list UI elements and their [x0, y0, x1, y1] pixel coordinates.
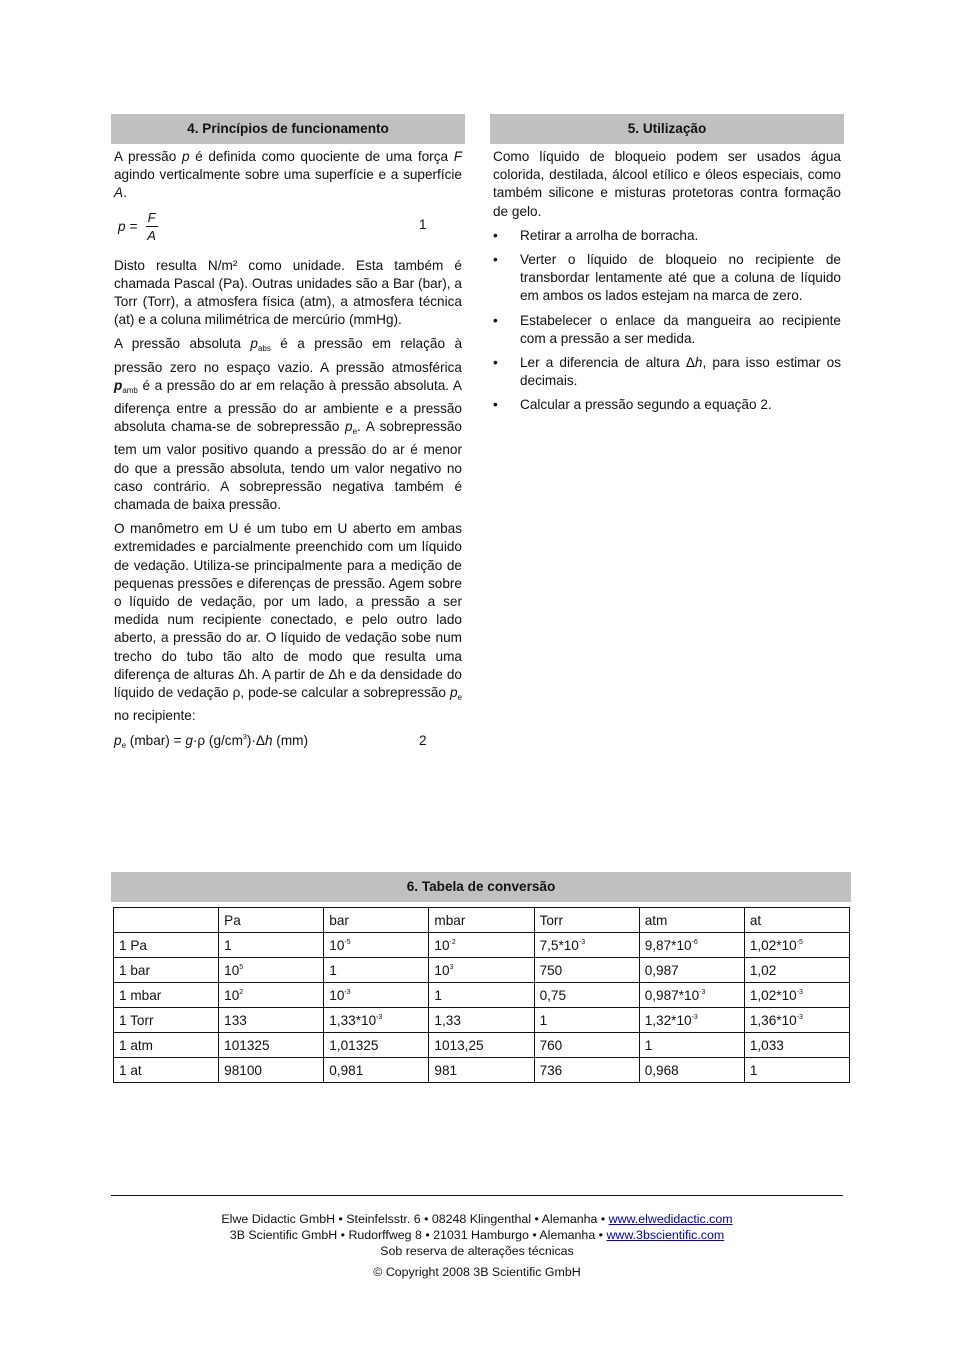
table-header-cell: mbar — [429, 908, 534, 933]
footer-line-3b: 3B Scientific GmbH • Rudorffweg 8 • 21031 Hamburgo • Alemanha • www.3bscientific.com — [229, 1228, 725, 1242]
bullet-icon: • — [493, 227, 498, 243]
table-cell: 133 — [219, 1008, 324, 1033]
table-cell: 0,981 — [324, 1058, 429, 1083]
table-header-row — [114, 908, 850, 933]
table-cell: 736 — [534, 1058, 639, 1083]
section-5-title: 5. Utilização — [490, 114, 844, 144]
list-item: • Estabelecer o enlace da mangueira ao recipiente com a pressão a ser medida. — [493, 312, 841, 346]
table-cell: $1,02*10^{-5}$ — [744, 933, 849, 958]
table-cell: $10^2$ — [219, 983, 324, 1008]
paragraph-pressure-definition: A pressão p é definida como quociente de uma força F agindo verticalmente sobre uma superfície e a superfície A. — [114, 149, 462, 201]
footer-disclaimer: Sob reserva de alterações técnicas — [380, 1244, 574, 1258]
table-cell: 1 — [324, 958, 429, 983]
equation-number: 2 — [419, 733, 427, 749]
table-cell: 1 — [639, 1033, 744, 1058]
table-row-label: 1 mbar — [114, 983, 219, 1008]
table-cell: $10^{-5}$ — [324, 933, 429, 958]
table-cell: 1013,25 — [429, 1033, 534, 1058]
table-cell: $9,87*10^{-6}$ — [639, 933, 744, 958]
table-cell: $10^{-3}$ — [324, 983, 429, 1008]
conversion-table — [113, 907, 850, 1083]
table-cell: $10^5$ — [219, 958, 324, 983]
paragraph-units: Disto resulta N/m² como unidade. Esta também é chamada Pascal (Pa). Outras unidades são a Bar (bar), a Torr (Torr), a atmosfera física (atm), a atmosfera técnica (at) e a coluna milimétrica de mercúrio (mmHg). — [114, 257, 462, 328]
section-6-title: 6. Tabela de conversão — [111, 872, 851, 902]
table-cell: 98100 — [219, 1058, 324, 1083]
table-header-cell: atm — [639, 908, 744, 933]
table-header-cell: Pa — [219, 908, 324, 933]
equation-2 — [114, 733, 462, 755]
table-row-label: 1 at — [114, 1058, 219, 1083]
section-4-title: 4. Princípios de funcionamento — [111, 114, 465, 144]
table-cell: 1 — [429, 983, 534, 1008]
table-header-cell — [114, 908, 219, 933]
table-cell: 0,968 — [639, 1058, 744, 1083]
table-row — [114, 1058, 850, 1083]
table-cell: 1,02 — [744, 958, 849, 983]
table-cell: 1 — [219, 933, 324, 958]
table-cell: 1,033 — [744, 1033, 849, 1058]
table-cell: 1 — [744, 1058, 849, 1083]
usage-steps-list — [493, 227, 841, 415]
list-item: • Calcular a pressão segundo a equação 2. — [493, 396, 841, 414]
paragraph-liquids: Como líquido de bloqueio podem ser usados água colorida, destilada, álcool etílico e óleos especiais, como também silicone e misturas protetoras contra formação de gelo. — [493, 149, 841, 219]
table-cell: $0,987*10^{-3}$ — [639, 983, 744, 1008]
section-usage — [490, 114, 844, 421]
footer-line-elwe: Elwe Didactic GmbH • Steinfelsstr. 6 • 08248 Klingenthal • Alemanha • www.elwedidactic.com — [221, 1212, 733, 1226]
table-cell: 1 — [534, 1008, 639, 1033]
footer-copyright: © Copyright 2008 3B Scientific GmbH — [373, 1265, 581, 1279]
equation-1 — [114, 209, 462, 251]
bullet-icon: • — [493, 252, 498, 268]
list-item: • Ler a diferencia de altura Δh, para isso estimar os decimais. — [493, 355, 841, 389]
table-row-label: 1 atm — [114, 1033, 219, 1058]
overpressure-formula: $p_e$ (mbar) = g·ρ $(g/cm^3)\cdot\Delta h$ (mm) — [114, 733, 308, 751]
table-cell: $1,36*10^{-3}$ — [744, 1008, 849, 1033]
table-row — [114, 933, 850, 958]
paragraph-u-manometer: O manômetro em U é um tubo em U aberto em ambas extremidades e parcialmente preenchido com um líquido de vedação. Utiliza-se principalmente para a medição de pequenas pressões e diferenças de pressão. Agem sobre o líquido de vedação, por um lado, a pressão a ser medida num recipiente conectado, e pelo outro lado aberto, a pressão do ar. O líquido de vedação sobe num trecho do tubo tão alto de modo que resulta uma diferença de alturas Δh. A partir de Δh e da densidade do líquido de vedação ρ, pode-se calcular a sobrepressão $p_e$ no recipiente: — [114, 521, 462, 724]
table-header-cell: at — [744, 908, 849, 933]
table-cell: 1,01325 — [324, 1033, 429, 1058]
table-cell: 750 — [534, 958, 639, 983]
list-item: • Retirar a arrolha de borracha. — [493, 227, 841, 245]
table-cell: $7,5*10^{-3}$ — [534, 933, 639, 958]
paragraph-absolute-pressure: A pressão absoluta $p_{abs}$ é a pressão em relação à pressão zero no espaço vazio. A pressão atmosférica $p_{amb}$ é a pressão do ar em relação à pressão absoluta. A diferença entre a pressão do ar ambiente e a pressão absoluta chama-se de sobrepressão $p_e$. A sobrepressão tem um valor positivo quando a pressão do ar é menor do que a pressão absoluta, tendo um valor negativo no caso contrário. A sobrepressão negativa também é chamada de baixa pressão. — [114, 336, 462, 513]
table-cell: 0,987 — [639, 958, 744, 983]
list-item: • Verter o líquido de bloqueio no recipiente de transbordar lentamente até que a coluna de líquido em ambos os lados estejam na marca de zero. — [493, 252, 841, 304]
3b-website-link[interactable]: www.3bscientific.com — [606, 1228, 725, 1242]
pressure-formula: p = $\frac{F}{A}$ — [118, 209, 156, 243]
footer-divider — [111, 1195, 843, 1196]
bullet-icon: • — [493, 312, 498, 328]
table-cell: $1,32*10^{-3}$ — [639, 1008, 744, 1033]
table-cell: $1,02*10^{-3}$ — [744, 983, 849, 1008]
table-cell: $10^{-2}$ — [429, 933, 534, 958]
bullet-icon: • — [493, 355, 498, 371]
table-row — [114, 958, 850, 983]
section-principles — [111, 114, 465, 761]
table-header-cell: bar — [324, 908, 429, 933]
table-row — [114, 983, 850, 1008]
elwe-website-link[interactable]: www.elwedidactic.com — [608, 1212, 733, 1226]
table-row — [114, 1033, 850, 1058]
table-row-label: 1 bar — [114, 958, 219, 983]
footer — [111, 1211, 843, 1280]
table-cell: 981 — [429, 1058, 534, 1083]
table-cell: 101325 — [219, 1033, 324, 1058]
equation-number: 1 — [419, 216, 427, 232]
bullet-icon: • — [493, 397, 498, 413]
table-row — [114, 1008, 850, 1033]
table-cell: 1,33 — [429, 1008, 534, 1033]
section-conversion-table — [111, 872, 851, 1083]
table-row-label: 1 Torr — [114, 1008, 219, 1033]
table-header-cell: Torr — [534, 908, 639, 933]
table-cell: $10^3$ — [429, 958, 534, 983]
table-cell: 760 — [534, 1033, 639, 1058]
table-cell: 0,75 — [534, 983, 639, 1008]
table-cell: $1,33*10^{-3}$ — [324, 1008, 429, 1033]
table-row-label: 1 Pa — [114, 933, 219, 958]
